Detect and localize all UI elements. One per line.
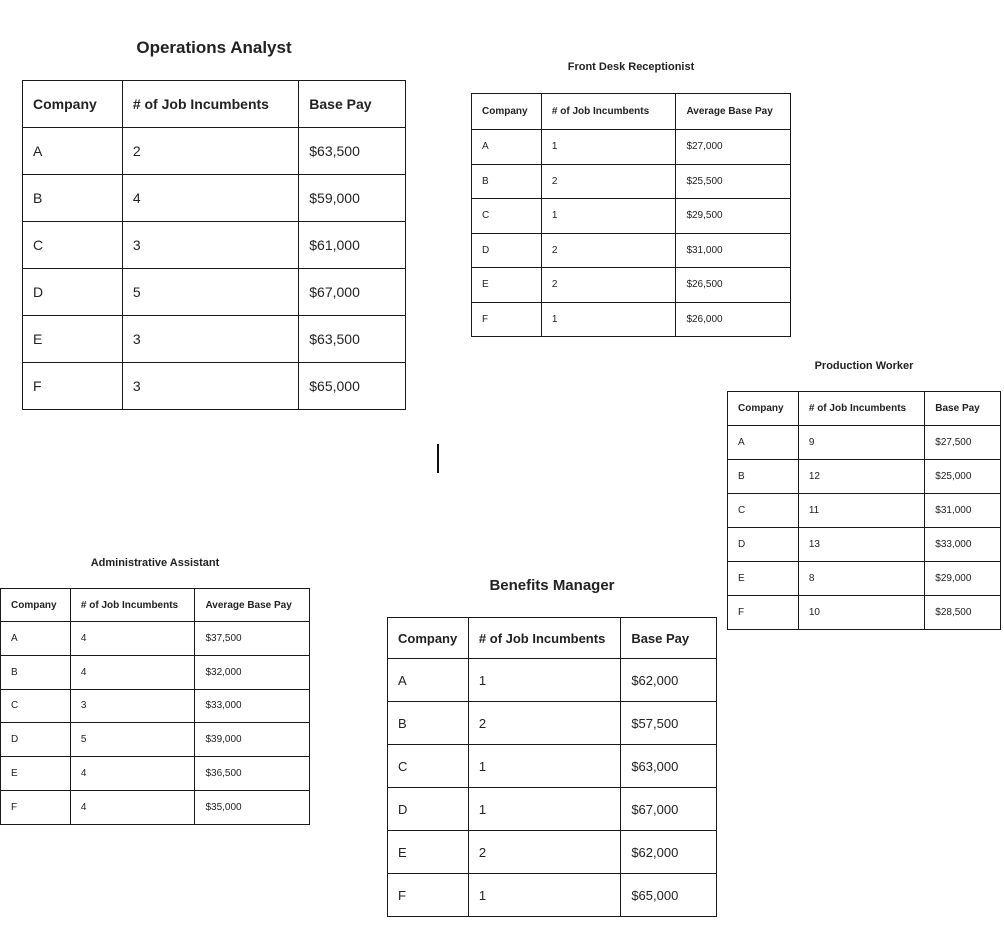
company-cell: C (1, 689, 71, 723)
pay-cell: $32,000 (195, 655, 310, 689)
company-cell: E (472, 268, 542, 303)
table-body (1, 589, 310, 825)
pay-cell: $62,000 (621, 831, 717, 874)
pay-cell: $29,000 (925, 562, 1001, 596)
company-cell: F (472, 302, 542, 337)
incumbents-cell: 2 (122, 128, 298, 175)
pay-cell: $63,500 (299, 316, 406, 363)
text-cursor (437, 444, 439, 473)
administrative-assistant-table (0, 588, 310, 825)
pay-cell: $31,000 (676, 233, 791, 268)
table-row (472, 302, 791, 337)
production-worker-table (727, 391, 1001, 630)
company-cell: A (472, 130, 542, 165)
pay-cell: $37,500 (195, 622, 310, 656)
table-row (388, 831, 717, 874)
column-header: Base Pay (925, 392, 1001, 426)
incumbents-cell: 9 (798, 426, 924, 460)
table-row (23, 175, 406, 222)
column-header: Company (472, 94, 542, 130)
table-row (728, 528, 1001, 562)
table-body (728, 392, 1001, 630)
company-cell: F (728, 596, 799, 630)
incumbents-cell: 1 (541, 130, 676, 165)
header-row (23, 81, 406, 128)
incumbents-cell: 11 (798, 494, 924, 528)
company-cell: D (728, 528, 799, 562)
table-row (1, 723, 310, 757)
table-title: Front Desk Receptionist (567, 61, 695, 73)
column-header: # of Job Incumbents (70, 589, 195, 622)
incumbents-cell: 1 (468, 788, 620, 831)
pay-cell: $28,500 (925, 596, 1001, 630)
table-title: Administrative Assistant (90, 557, 220, 569)
table-body (23, 81, 406, 410)
pay-cell: $65,000 (299, 363, 406, 410)
pay-cell: $25,000 (925, 460, 1001, 494)
column-header: Base Pay (299, 81, 406, 128)
pay-cell: $26,500 (676, 268, 791, 303)
company-cell: C (728, 494, 799, 528)
incumbents-cell: 5 (122, 269, 298, 316)
company-cell: E (23, 316, 123, 363)
pay-cell: $31,000 (925, 494, 1001, 528)
column-header: # of Job Incumbents (541, 94, 676, 130)
company-cell: F (1, 790, 71, 824)
pay-cell: $67,000 (299, 269, 406, 316)
table-row (388, 659, 717, 702)
header-row (728, 392, 1001, 426)
column-header: Average Base Pay (195, 589, 310, 622)
incumbents-cell: 3 (122, 363, 298, 410)
incumbents-cell: 1 (541, 199, 676, 234)
pay-cell: $63,500 (299, 128, 406, 175)
company-cell: A (23, 128, 123, 175)
incumbents-cell: 4 (122, 175, 298, 222)
header-row (472, 94, 791, 130)
table-row (728, 494, 1001, 528)
column-header: Base Pay (621, 618, 717, 659)
column-header: # of Job Incumbents (798, 392, 924, 426)
pay-cell: $57,500 (621, 702, 717, 745)
column-header: Company (388, 618, 469, 659)
benefits-manager-table (387, 617, 717, 917)
table-row (472, 233, 791, 268)
incumbents-cell: 2 (541, 233, 676, 268)
table-row (1, 655, 310, 689)
table-row (388, 874, 717, 917)
company-cell: A (1, 622, 71, 656)
table-row (1, 622, 310, 656)
table-row (728, 596, 1001, 630)
pay-cell: $27,000 (676, 130, 791, 165)
company-cell: D (472, 233, 542, 268)
column-header: Average Base Pay (676, 94, 791, 130)
table-body (472, 94, 791, 337)
pay-cell: $36,500 (195, 757, 310, 791)
table-row (472, 164, 791, 199)
table-row (23, 316, 406, 363)
company-cell: D (1, 723, 71, 757)
incumbents-cell: 4 (70, 790, 195, 824)
incumbents-cell: 3 (122, 316, 298, 363)
column-header: Company (728, 392, 799, 426)
incumbents-cell: 12 (798, 460, 924, 494)
table-row (472, 199, 791, 234)
pay-cell: $61,000 (299, 222, 406, 269)
header-row (1, 589, 310, 622)
table-row (1, 790, 310, 824)
table-row (728, 426, 1001, 460)
company-cell: F (23, 363, 123, 410)
column-header: # of Job Incumbents (122, 81, 298, 128)
pay-cell: $29,500 (676, 199, 791, 234)
pay-cell: $33,000 (925, 528, 1001, 562)
table-title: Production Worker (814, 360, 914, 372)
pay-cell: $59,000 (299, 175, 406, 222)
company-cell: E (388, 831, 469, 874)
table-row (388, 745, 717, 788)
company-cell: A (388, 659, 469, 702)
incumbents-cell: 1 (468, 745, 620, 788)
table-row (388, 702, 717, 745)
incumbents-cell: 3 (122, 222, 298, 269)
column-header: # of Job Incumbents (468, 618, 620, 659)
incumbents-cell: 2 (468, 702, 620, 745)
incumbents-cell: 8 (798, 562, 924, 596)
pay-cell: $67,000 (621, 788, 717, 831)
table-body (388, 618, 717, 917)
company-cell: E (728, 562, 799, 596)
operations-analyst-table (22, 80, 406, 410)
company-cell: B (23, 175, 123, 222)
pay-cell: $26,000 (676, 302, 791, 337)
table-row (23, 363, 406, 410)
table-row (23, 222, 406, 269)
company-cell: D (23, 269, 123, 316)
company-cell: B (388, 702, 469, 745)
table-title: Benefits Manager (489, 577, 615, 594)
company-cell: E (1, 757, 71, 791)
company-cell: B (728, 460, 799, 494)
company-cell: A (728, 426, 799, 460)
pay-cell: $35,000 (195, 790, 310, 824)
company-cell: B (472, 164, 542, 199)
front-desk-receptionist-table (471, 93, 791, 337)
column-header: Company (1, 589, 71, 622)
pay-cell: $25,500 (676, 164, 791, 199)
table-row (728, 562, 1001, 596)
pay-cell: $63,000 (621, 745, 717, 788)
table-row (23, 128, 406, 175)
table-row (1, 757, 310, 791)
pay-cell: $39,000 (195, 723, 310, 757)
incumbents-cell: 4 (70, 655, 195, 689)
incumbents-cell: 2 (541, 268, 676, 303)
incumbents-cell: 4 (70, 757, 195, 791)
incumbents-cell: 3 (70, 689, 195, 723)
pay-cell: $27,500 (925, 426, 1001, 460)
table-row (1, 689, 310, 723)
table-row (728, 460, 1001, 494)
incumbents-cell: 2 (468, 831, 620, 874)
incumbents-cell: 2 (541, 164, 676, 199)
table-row (388, 788, 717, 831)
column-header: Company (23, 81, 123, 128)
table-row (23, 269, 406, 316)
company-cell: B (1, 655, 71, 689)
company-cell: C (388, 745, 469, 788)
pay-cell: $33,000 (195, 689, 310, 723)
company-cell: D (388, 788, 469, 831)
incumbents-cell: 1 (541, 302, 676, 337)
incumbents-cell: 4 (70, 622, 195, 656)
table-row (472, 130, 791, 165)
table-row (472, 268, 791, 303)
incumbents-cell: 10 (798, 596, 924, 630)
incumbents-cell: 1 (468, 659, 620, 702)
incumbents-cell: 13 (798, 528, 924, 562)
pay-cell: $62,000 (621, 659, 717, 702)
header-row (388, 618, 717, 659)
pay-cell: $65,000 (621, 874, 717, 917)
table-title: Operations Analyst (136, 38, 292, 57)
company-cell: F (388, 874, 469, 917)
company-cell: C (23, 222, 123, 269)
company-cell: C (472, 199, 542, 234)
incumbents-cell: 1 (468, 874, 620, 917)
incumbents-cell: 5 (70, 723, 195, 757)
